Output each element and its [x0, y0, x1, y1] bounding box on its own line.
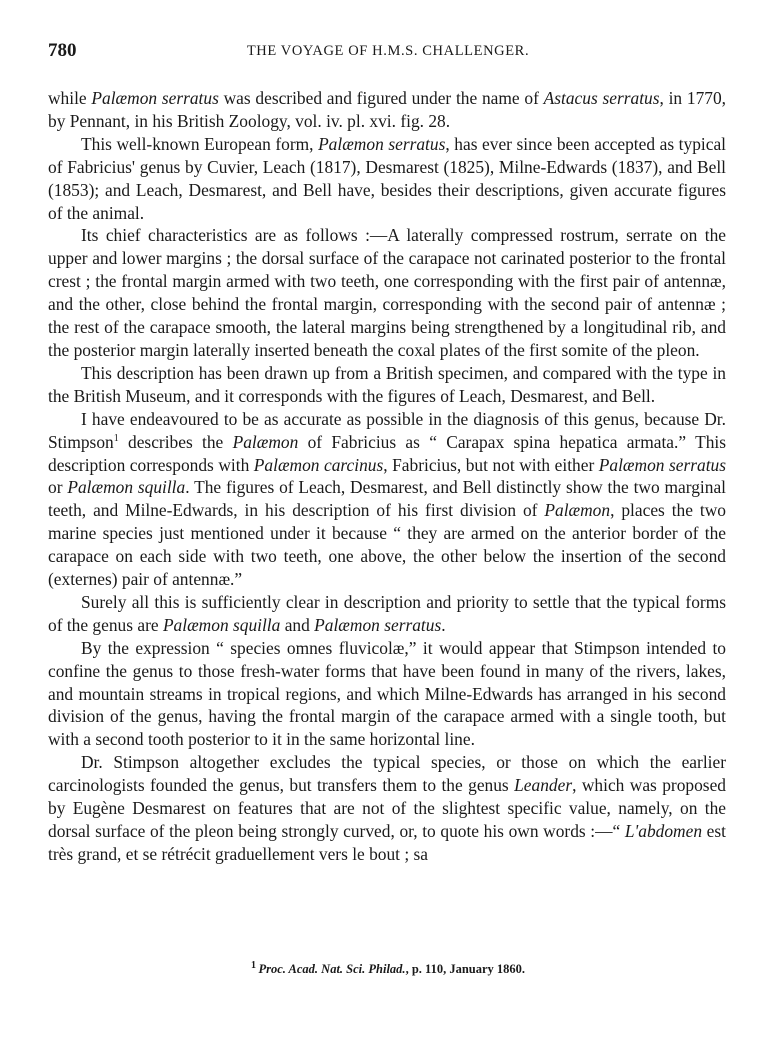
text-run: or	[48, 477, 68, 498]
text-run: , in 1770, by Pennant, in his British Zoology, vol. iv. pl. xvi. fig. 28.	[48, 88, 727, 131]
footnote-marker: 1	[250, 959, 259, 971]
italic-text: Palæmon serratus	[91, 88, 219, 108]
footnote-marker: 1	[113, 432, 119, 444]
italic-text: Palæmon serratus	[318, 133, 446, 154]
text-run: This well-known European form,	[81, 133, 319, 154]
text-run: Its chief characteristics are as follows :—A laterally compressed rostrum, serrate on the upper and lower margins ; the dorsal surface of the carapace not carinated posterior to the frontal crest ; the frontal margin armed with two teeth, one corresponding with the first pair of antennæ, and the other, close behind the frontal margin, corresponding with the second pair of antennæ ; the rest of the carapace smooth, the lateral margins being strengthened by a longitudinal rib, and the posterior margin laterally inserted beneath the coxal plates of the first somite of the pleon.	[48, 225, 726, 360]
paragraph	[48, 751, 726, 866]
text-run: , has ever since been accepted as typical of Fabricius' genus by Cuvier, Leach (1817), Desmarest (1825), Milne-Edwards (1837), and Bell (1853); and Leach, Desmarest, and Bell have, besides their descriptions, given accurate figures of the animal.	[48, 133, 727, 223]
text-run: Surely all this is sufficiently clear in description and priority to settle that the typical forms of the genus are	[48, 591, 726, 635]
text-run: of Fabricius as “ Carapax spina hepatica armata.” This description corresponds with	[48, 431, 726, 475]
text-run: while	[48, 88, 92, 108]
text-run: , which was proposed by Eugène Desmarest on features that are not of the slightest specific value, namely, on the dorsal surface of the pleon being strongly curved, or, to quote his own words :—“	[48, 775, 726, 841]
text-run: Dr. Stimpson altogether excludes the typical species, or those on which the earlier carcinologists founded the genus, but transfers them to the genus	[48, 752, 726, 796]
italic-text: Palæmon	[544, 500, 611, 521]
page-header	[48, 40, 728, 64]
italic-text: Palæmon serratus	[598, 454, 726, 475]
footnote	[48, 959, 728, 977]
text-run: This description has been drawn up from a British specimen, and compared with the type in the British Museum, and it corresponds with the figures of Leach, Desmarest, and Bell.	[48, 362, 726, 406]
running-title: THE VOYAGE OF H.M.S. CHALLENGER.	[246, 43, 530, 59]
text-run: .	[441, 614, 446, 635]
italic-text: Astacus serratus	[543, 88, 660, 108]
paragraph	[48, 591, 726, 637]
italic-text: Palæmon	[232, 431, 299, 452]
italic-text: Palæmon squilla	[162, 614, 281, 635]
paragraph	[48, 408, 726, 591]
page-number: 780	[48, 40, 77, 61]
paragraph	[48, 224, 726, 361]
paragraph	[48, 362, 726, 408]
paragraph	[48, 87, 726, 133]
italic-text: Palæmon carcinus	[253, 454, 384, 475]
text-run: , places the two marine species just mentioned under it because “ they are armed on the anterior border of the carapace on each side with two teeth, one above, the other below the insertion of the second (externes) pair of antennæ.”	[48, 500, 726, 590]
text-run: , Fabricius, but not with either	[383, 454, 599, 475]
text-run: and	[280, 614, 315, 635]
paragraph	[48, 133, 726, 225]
text-run: , p. 110, January 1860.	[405, 962, 526, 976]
body-text	[48, 87, 726, 866]
italic-text: L'abdomen	[624, 821, 703, 841]
italic-text: Proc. Acad. Nat. Sci. Philad.	[258, 962, 406, 976]
text-run: . The figures of Leach, Desmarest, and Bell distinctly show the two marginal teeth, and Milne-Edwards, in his description of his first division of	[48, 477, 726, 521]
text-run: est très grand, et se rétrécit graduellement vers le bout ; sa	[48, 821, 726, 864]
text-run: I have endeavoured to be as accurate as possible in the diagnosis of this genus, because Dr. Stimpson	[48, 408, 726, 452]
text-run: describes the	[118, 431, 233, 452]
paragraph	[48, 637, 726, 752]
italic-text: Palæmon squilla	[67, 477, 186, 498]
text-run: By the expression “ species omnes fluvicolæ,” it would appear that Stimpson intended to confine the genus to those fresh-water forms that have been found in many of the rivers, lakes, and mountain streams in tropical regions, and which Milne-Edwards has arranged in his second division of the genus, having the frontal margin of the carapace armed with a single tooth, but with a second tooth posterior to it in the same horizontal line.	[48, 637, 726, 750]
text-run: was described and figured under the name of	[218, 88, 544, 108]
italic-text: Leander	[514, 775, 573, 796]
italic-text: Palæmon serratus	[314, 614, 442, 635]
